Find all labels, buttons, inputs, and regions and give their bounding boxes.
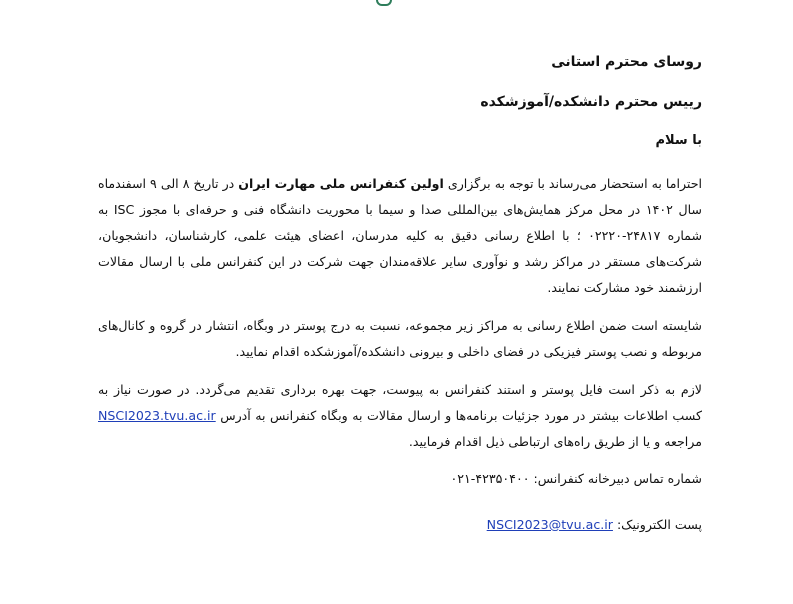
paragraph-announcement-intro: احتراما به استحضار می‌رساند با توجه به برگزاری — [443, 176, 703, 191]
contact-phone-number: ۰۲۱-۴۲۳۵۰۴۰۰ — [450, 471, 530, 486]
conference-name: اولین کنفرانس ملی مهارت ایران — [238, 176, 444, 191]
recipient-heading-provincial: روسای محترم استانی — [551, 54, 702, 70]
greeting: با سلام — [655, 133, 702, 148]
paragraph-attachment-info — [98, 377, 702, 455]
header-emblem-icon — [376, 0, 392, 6]
contact-email-link[interactable]: NSCI2023@tvu.ac.ir — [486, 517, 613, 532]
contact-email-line — [98, 513, 702, 537]
recipient-heading-faculty: رییس محترم دانشکده/آموزشکده — [480, 94, 702, 110]
conference-website-link[interactable]: NSCI2023.tvu.ac.ir — [98, 408, 216, 423]
paragraph-attachment-intro: لازم به ذکر است فایل پوستر و استند کنفرانس به پیوست، جهت بهره برداری تقدیم می‌گردد. در صورت نیاز به کسب اطلاعات بیشتر در مورد جزئیات برنامه‌ها و ارسال مقالات به وبگاه کنفرانس به آدرس — [98, 382, 702, 423]
letter-body — [98, 52, 702, 537]
paragraph-announcement-body: در تاریخ ۸ الی ۹ اسفندماه سال ۱۴۰۲ در محل مرکز همایش‌های بین‌المللی صدا و سیما با محوریت دانشگاه فنی و حرفه‌ای با مجوز ISC به شماره ۲۴۸۱۷-۰۲۲۲۰ ؛ با اطلاع رسانی دقیق به کلیه مدرسان، اعضای هیئت علمی، کارشناسان، دانشجویان، شرکت‌های مستقر در مراکز رشد و نوآوری سایر علاقه‌مندان جهت شرکت در این کنفرانس ملی با ارسال مقالات ارزشمند خود مشارکت نمایند. — [98, 176, 703, 295]
contact-phone-line — [98, 467, 702, 491]
paragraph-attachment-closing: مراجعه و یا از طریق راه‌های ارتباطی ذیل اقدام فرمایید. — [408, 434, 702, 449]
paragraph-announcement — [98, 171, 702, 301]
contact-email-label: پست الکترونیک: — [612, 517, 702, 532]
paragraph-poster-request: شایسته است ضمن اطلاع رسانی به مراکز زیر مجموعه، نسبت به درج پوستر در وبگاه، انتشار در گروه و کانال‌های مربوطه و نصب پوستر فیزیکی در فضای داخلی و بیرونی دانشکده/آموزشکده اقدام نمایید. — [98, 318, 702, 359]
contact-phone-label: شماره تماس دبیرخانه کنفرانس: — [529, 471, 702, 486]
